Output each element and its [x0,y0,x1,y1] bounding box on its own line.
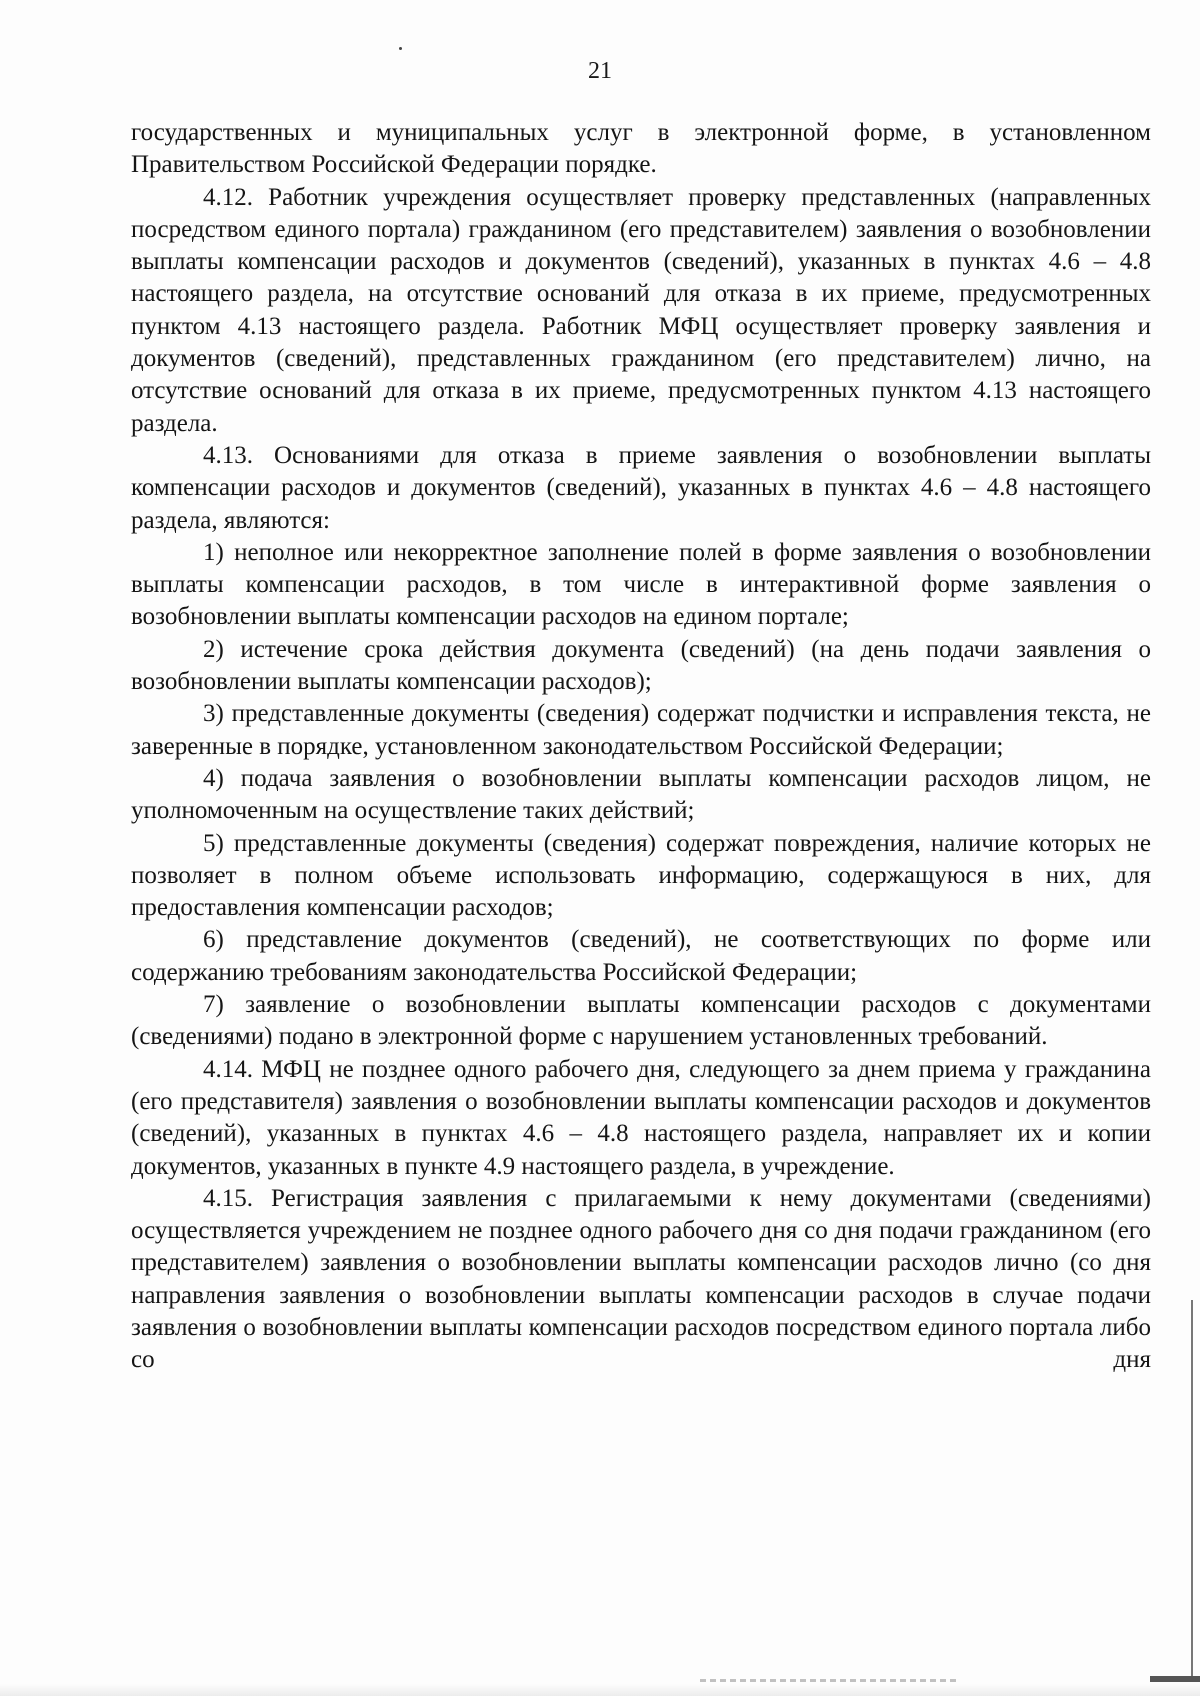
paragraph-4-12: 4.12. Работник учреждения осуществляет проверку представленных (направленных посредством единого портала) гражданином (его представителем) заявления о возобновлении выплаты компенсации расходов и документов (сведений), указанных в пунктах 4.6 – 4.8 настоящего раздела, на отсутствие оснований для отказа в их приеме, предусмотренных пунктом 4.13 настоящего раздела. Работник МФЦ осуществляет проверку заявления и документов (сведений), представленных гражданином (его представителем) лично, на отсутствие оснований для отказа в их приеме, предусмотренных пунктом 4.13 настоящего раздела. [131,183,1151,437]
paragraph-4-15: 4.15. Регистрация заявления с прилагаемыми к нему документами (сведениями) осуществляется учреждением не позднее одного рабочего дня со дня подачи гражданином (его представителем) заявления о возобновлении выплаты компенсации расходов лично (со дня направления заявления о возобновлении выплаты компенсации расходов в случае подачи заявления о возобновлении выплаты компенсации расходов посредством единого портала либо со дня [131,1184,1151,1374]
list-item-5: 5) представленные документы (сведения) содержат повреждения, наличие которых не позволяет в полном объеме использовать информацию, содержащуюся в них, для предоставления компенсации расходов; [131,829,1151,922]
list-item-3: 3) представленные документы (сведения) содержат подчистки и исправления текста, не заверенные в порядке, установленном законодательством Российской Федерации; [131,700,1151,760]
list-item-2: 2) истечение срока действия документа (сведений) (на день подачи заявления о возобновлении выплаты компенсации расходов); [131,635,1151,696]
scan-speck [399,47,402,50]
list-item-7: 7) заявление о возобновлении выплаты компенсации расходов с документами (сведениями) подано в электронной форме с нарушением установленных требований. [131,991,1151,1051]
list-item-1: 1) неполное или некорректное заполнение полей в форме заявления о возобновлении выплаты компенсации расходов, в том числе в интерактивной форме заявления о возобновлении выплаты компенсации расходов на едином портале; [131,538,1151,631]
scan-edge-line [1191,1300,1193,1680]
list-item-6: 6) представление документов (сведений), не соответствующих по форме или содержанию требованиям законодательства Российской Федерации; [131,926,1151,986]
paragraph-4-14: 4.14. МФЦ не позднее одного рабочего дня, следующего за днем приема у гражданина (его представителя) заявления о возобновлении выплаты компенсации расходов и документов (сведений), указанных в пунктах 4.6 – 4.8 настоящего раздела, направляет их и копии документов, указанных в пункте 4.9 настоящего раздела, в учреждение. [131,1055,1151,1180]
scan-corner-mark [1150,1676,1200,1682]
list-item-4: 4) подача заявления о возобновлении выплаты компенсации расходов лицом, не уполномоченным на осуществление таких действий; [131,764,1151,825]
scan-bottom-edge [0,1684,1200,1696]
page-number: 21 [588,58,612,84]
scan-smudge [700,1679,960,1682]
paragraph-4-13: 4.13. Основаниями для отказа в приеме заявления о возобновлении выплаты компенсации расходов и документов (сведений), указанных в пунктах 4.6 – 4.8 настоящего раздела, являются: [131,441,1151,534]
document-body [131,117,1151,1377]
paragraph-continuation: государственных и муниципальных услуг в электронной форме, в установленном Правительством Российской Федерации порядке. [131,119,1151,179]
